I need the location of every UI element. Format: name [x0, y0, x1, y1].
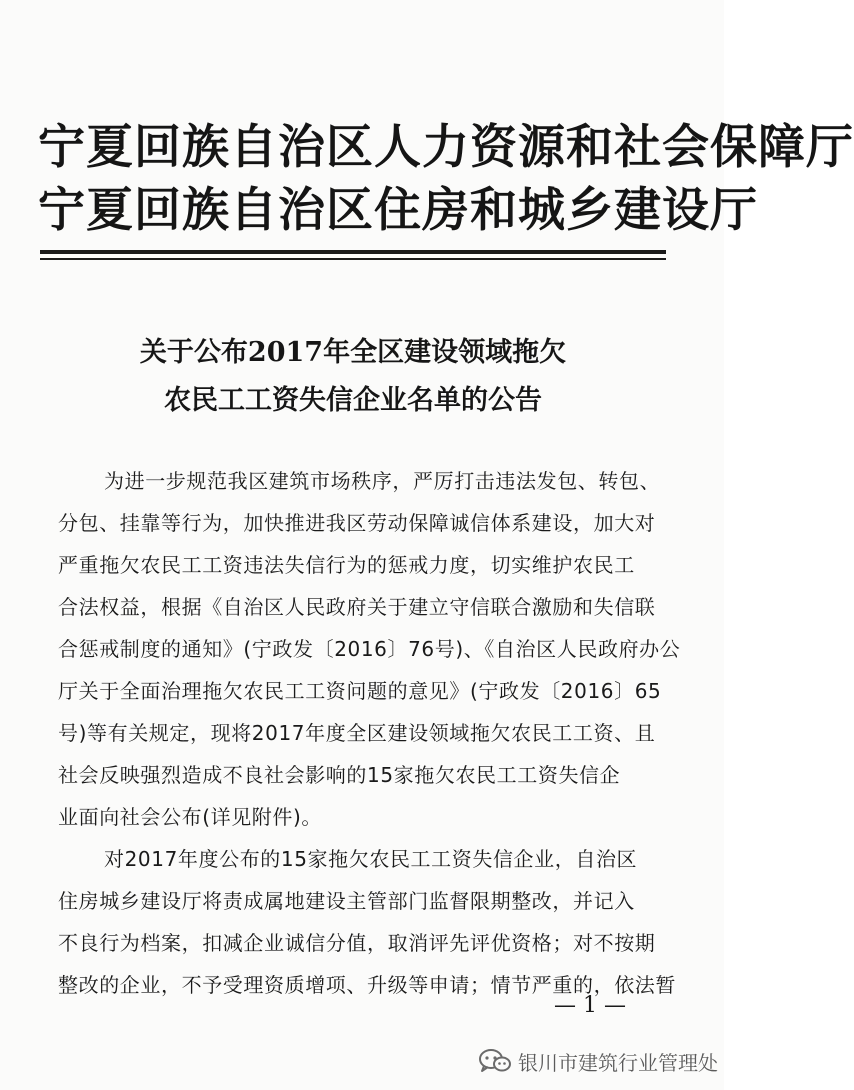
body-line-2: 分包、挂靠等行为，加快推进我区劳动保障诚信体系建设，加大对	[58, 511, 656, 535]
header-rule-thin	[40, 258, 666, 260]
body-line-6: 厅关于全面治理拖欠农民工工资问题的意见》(宁政发〔2016〕65	[58, 679, 662, 703]
notice-title-line-1: 关于公布2017年全区建设领域拖欠	[139, 337, 567, 368]
issuing-authority-2: 宁夏回族自治区住房和城乡建设厅	[38, 183, 758, 238]
body-line-12: 不良行为档案，扣减企业诚信分值，取消评先评优资格；对不按期	[58, 931, 656, 955]
watermark-text: 银川市建筑行业管理处	[518, 1050, 718, 1075]
wechat-icon	[478, 1048, 512, 1074]
notice-title-line-2: 农民工工资失信企业名单的公告	[164, 385, 542, 416]
body-line-9: 业面向社会公布(详见附件)。	[58, 805, 323, 829]
body-line-3: 严重拖欠农民工工资违法失信行为的惩戒力度，切实维护农民工	[58, 553, 635, 577]
body-line-1: 为进一步规范我区建筑市场秩序，严厉打击违法发包、转包、	[104, 469, 661, 493]
header-rule-thick	[40, 250, 666, 254]
body-line-7: 号)等有关规定，现将2017年度全区建设领域拖欠农民工工资、且	[58, 721, 656, 745]
body-line-11: 住房城乡建设厅将责成属地建设主管部门监督限期整改，并记入	[58, 889, 635, 913]
issuing-authority-1: 宁夏回族自治区人力资源和社会保障厅	[38, 120, 854, 175]
body-line-5: 合惩戒制度的通知》(宁政发〔2016〕76号)、《自治区人民政府办公	[58, 637, 681, 661]
body-line-4: 合法权益，根据《自治区人民政府关于建立守信联合激励和失信联	[58, 595, 656, 619]
body-line-8: 社会反映强烈造成不良社会影响的15家拖欠农民工工资失信企	[58, 763, 621, 787]
page-number: — 1 —	[554, 993, 626, 1018]
body-line-13: 整改的企业，不予受理资质增项、升级等申请；情节严重的，依法暂	[58, 973, 676, 997]
body-line-10: 对2017年度公布的15家拖欠农民工工资失信企业，自治区	[104, 847, 638, 871]
source-watermark	[478, 1046, 718, 1076]
